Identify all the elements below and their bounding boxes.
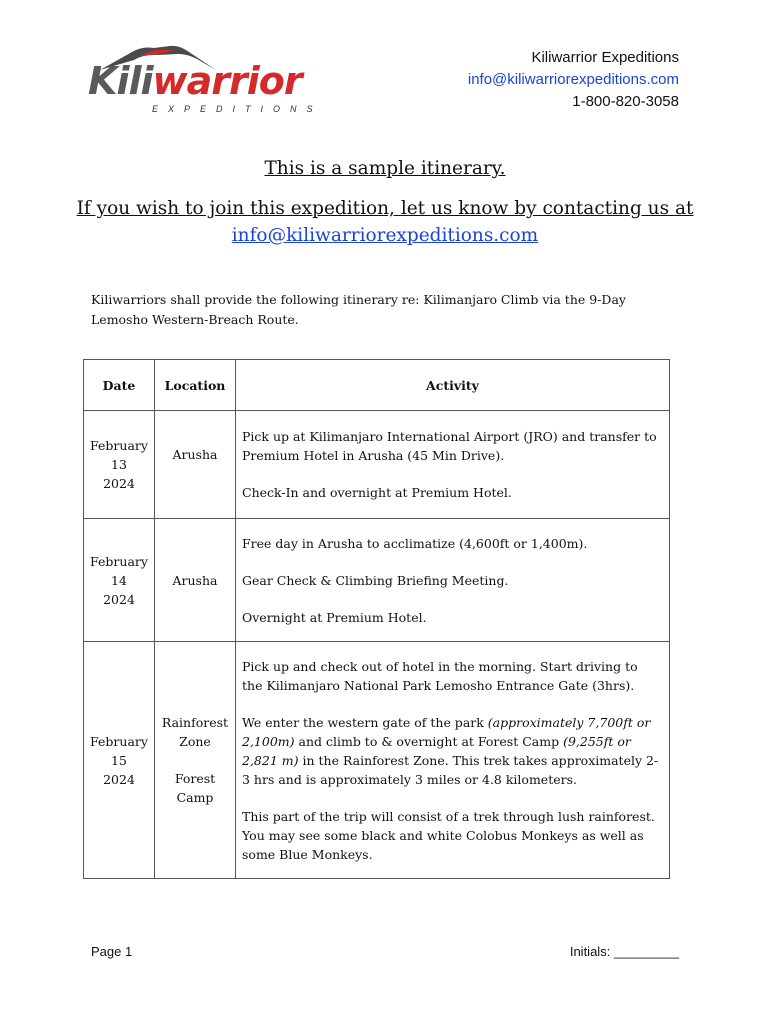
activity-text: Pick up at Kilimanjaro International Airport (JRO) and transfer to Premium Hotel in Arusha (45 Min Drive). — [242, 429, 657, 463]
table-header-row — [84, 360, 670, 411]
sample-itinerary-heading: This is a sample itinerary. — [264, 158, 506, 179]
date-day: 13 — [111, 457, 127, 472]
activity-text-part: We enter the western gate of the park — [242, 714, 488, 730]
date-year: 2024 — [103, 771, 135, 787]
itinerary-table — [83, 359, 670, 879]
header-activity: Activity — [236, 360, 670, 411]
logo-wordmark — [88, 59, 302, 103]
table-row — [84, 519, 670, 642]
activity-text: Check-In and overnight at Premium Hotel. — [242, 485, 512, 500]
location-text: Zone — [179, 734, 211, 749]
location-cell — [155, 519, 236, 642]
activity-cell — [236, 411, 670, 519]
page-number: Page 1 — [91, 944, 133, 959]
activity-text-part: in the Rainforest Zone. This trek takes approximately 2-3 hrs and is approximately 3 miles or 4.8 kilometers. — [242, 752, 659, 787]
location-text: Arusha — [172, 446, 218, 462]
activity-text: Gear Check & Climbing Briefing Meeting. — [242, 572, 509, 588]
activity-text: This part of the trip will consist of a trek through lush rainforest. You may see some black and white Colobus Monkeys as well as some Blue Monkeys. — [242, 808, 655, 862]
date-cell — [84, 642, 155, 879]
location-cell — [155, 642, 236, 879]
contact-heading: If you wish to join this expedition, let us know by contacting us at — [76, 198, 694, 219]
header-location: Location — [155, 360, 236, 411]
activity-cell — [236, 519, 670, 642]
logo-text-warrior: warrior — [152, 59, 302, 103]
date-month: February — [90, 438, 148, 453]
activity-text: Free day in Arusha to acclimatize (4,600ft or 1,400m). — [242, 535, 588, 551]
contact-email-link[interactable]: info@kiliwarriorexpeditions.com — [231, 225, 539, 246]
company-name: Kiliwarrior Expeditions — [531, 49, 679, 66]
activity-cell — [236, 642, 670, 879]
date-cell — [84, 411, 155, 519]
location-text: Rainforest — [161, 715, 229, 730]
location-text: Forest — [174, 771, 216, 786]
initials-field[interactable]: Initials: _________ — [569, 944, 679, 959]
company-email-link[interactable]: info@kiliwarriorexpeditions.com — [467, 71, 679, 88]
logo-subtitle: EXPEDITIONS — [152, 104, 323, 114]
table-row — [84, 642, 670, 879]
activity-elevation-italic: (approximately 7,700ft or 2,100m) — [242, 714, 651, 749]
date-year: 2024 — [103, 476, 135, 491]
intro-paragraph: Kiliwarriors shall provide the following itinerary re: Kilimanjaro Climb via the 9-Day Lemosho Western-Breach Route. — [91, 292, 626, 327]
company-logo — [88, 42, 323, 116]
date-cell — [84, 519, 155, 642]
location-text: Camp — [176, 790, 214, 805]
activity-elevation-italic: (9,255ft or 2,821 m) — [242, 733, 631, 768]
date-day: 15 — [111, 752, 127, 768]
date-year: 2024 — [103, 591, 135, 607]
logo-text-kili: Kili — [88, 59, 153, 103]
date-month: February — [90, 553, 148, 569]
activity-text: Overnight at Premium Hotel. — [242, 609, 427, 625]
date-day: 14 — [111, 572, 127, 588]
activity-text-part: and climb to & overnight at Forest Camp — [294, 733, 564, 749]
activity-text: Pick up and check out of hotel in the morning. Start driving to the Kilimanjaro National Park Lemosho Entrance Gate (3hrs). — [242, 658, 638, 693]
location-cell — [155, 411, 236, 519]
table-row — [84, 411, 670, 519]
date-month: February — [90, 733, 148, 749]
activity-text — [242, 713, 661, 789]
company-contact-block — [468, 47, 679, 113]
location-text: Arusha — [172, 572, 218, 588]
header-date: Date — [84, 360, 155, 411]
company-phone: 1-800-820-3058 — [572, 93, 679, 110]
